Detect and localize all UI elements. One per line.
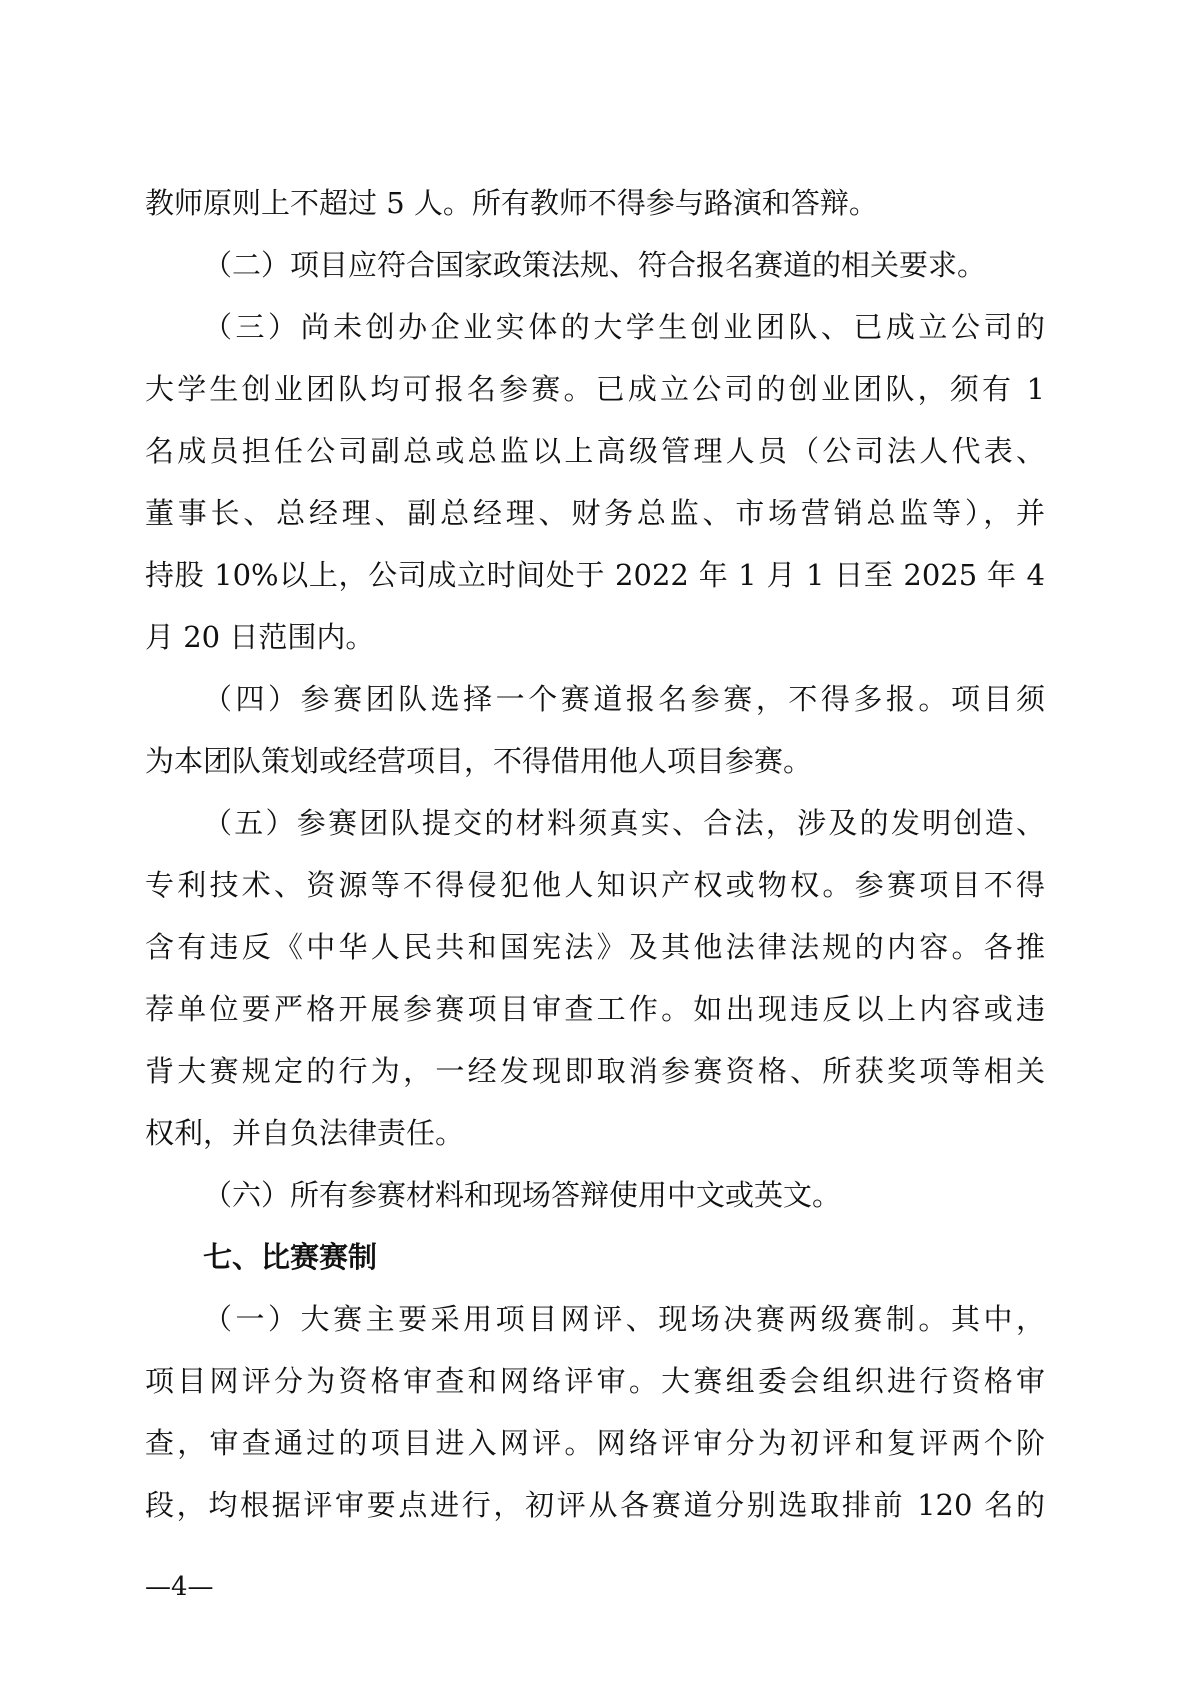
text-line: 荐单位要严格开展参赛项目审查工作。如出现违反以上内容或违: [145, 992, 1045, 1026]
text-line: （三）尚未创办企业实体的大学生创业团队、已成立公司的: [203, 310, 1045, 344]
text-line: 董事长、总经理、副总经理、财务总监、市场营销总监等），并: [145, 496, 1045, 530]
text-line: 权利，并自负法律责任。: [145, 1116, 465, 1150]
text-line: （六）所有参赛材料和现场答辩使用中文或英文。: [203, 1178, 842, 1212]
text-line: 含有违反《中华人民共和国宪法》及其他法律法规的内容。各推: [145, 930, 1045, 964]
text-line: 月 20 日范围内。: [145, 620, 375, 654]
text-line: 专利技术、资源等不得侵犯他人知识产权或物权。参赛项目不得: [145, 868, 1045, 902]
text-line: 大学生创业团队均可报名参赛。已成立公司的创业团队，须有 1: [145, 372, 1045, 406]
text-line: 查，审查通过的项目进入网评。网络评审分为初评和复评两个阶: [145, 1426, 1045, 1460]
text-line: 段，均根据评审要点进行，初评从各赛道分别选取排前 120 名的: [145, 1488, 1045, 1522]
text-line: 项目网评分为资格审查和网络评审。大赛组委会组织进行资格审: [145, 1364, 1045, 1398]
text-line: （二）项目应符合国家政策法规、符合报名赛道的相关要求。: [203, 248, 987, 282]
text-line: （一）大赛主要采用项目网评、现场决赛两级赛制。其中，: [203, 1302, 1045, 1336]
text-line: （五）参赛团队提交的材料须真实、合法，涉及的发明创造、: [203, 806, 1045, 840]
text-line: 名成员担任公司副总或总监以上高级管理人员（公司法人代表、: [145, 434, 1045, 468]
text-line: 为本团队策划或经营项目，不得借用他人项目参赛。: [145, 744, 813, 778]
section-heading: 七、比赛赛制: [203, 1240, 378, 1274]
document-body: [145, 172, 1045, 1536]
text-line: 持股 10%以上，公司成立时间处于 2022 年 1 月 1 日至 2025 年 4: [145, 558, 1045, 592]
page-number: —4—: [145, 1572, 214, 1602]
text-line: 背大赛规定的行为，一经发现即取消参赛资格、所获奖项等相关: [145, 1054, 1045, 1088]
text-line: （四）参赛团队选择一个赛道报名参赛，不得多报。项目须: [203, 682, 1045, 716]
text-line: 教师原则上不超过 5 人。所有教师不得参与路演和答辩。: [145, 186, 878, 220]
